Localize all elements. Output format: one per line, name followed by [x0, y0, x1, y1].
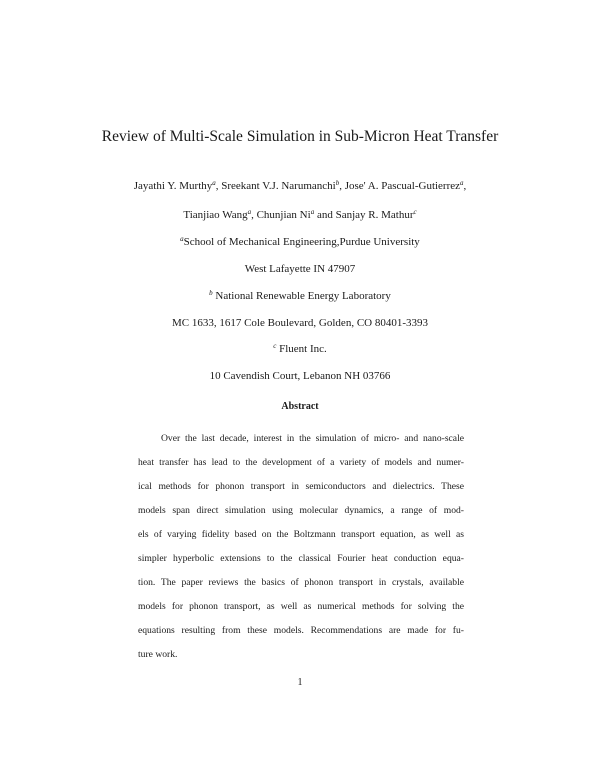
abstract-line: models span direct simulation using molecular dynamics, a range of mod- [138, 505, 464, 516]
author-affiliation-mark: a [247, 208, 252, 216]
abstract-line: Over the last decade, interest in the simulation of micro- and nano-scale [161, 433, 464, 444]
author-line-2 [40, 208, 560, 222]
affiliation-name: School of Mechanical Engineering,Purdue University [183, 236, 420, 248]
author-affiliation-mark: a [212, 179, 216, 187]
author-separator: , [463, 180, 467, 192]
author-line-1 [40, 179, 560, 193]
author-affiliation-mark: a [460, 179, 464, 187]
author-separator: , [215, 180, 219, 192]
abstract-line: els of varying fidelity based on the Boltzmann transport equation, as well as [138, 529, 464, 540]
author-name: Jayathi Y. Murthy [133, 180, 213, 192]
author-separator: , [339, 180, 342, 192]
affiliation-c [40, 342, 560, 356]
affiliation-c-address: 10 Cavendish Court, Lebanon NH 03766 [209, 370, 391, 382]
author-separator: , [251, 209, 254, 221]
abstract-line: equations resulting from these models. Recommendations are made for fu- [138, 625, 464, 636]
affiliation-mark: a [180, 235, 184, 243]
author-affiliation-mark: a [310, 208, 315, 216]
author-name: Chunjian Ni [256, 209, 311, 221]
abstract-heading: Abstract [281, 401, 319, 412]
page-number: 1 [297, 677, 303, 688]
affiliation-a [40, 235, 560, 249]
author-name: Jose' A. Pascual-Gutierrez [344, 180, 461, 192]
affiliation-b-address: MC 1633, 1617 Cole Boulevard, Golden, CO 80401-3393 [171, 317, 429, 329]
affiliation-mark: b [209, 289, 213, 297]
author-affiliation-mark: c [413, 208, 417, 216]
abstract-line: ture work. [138, 649, 178, 660]
author-separator: and [316, 209, 333, 221]
affiliation-a-address: West Lafayette IN 47907 [244, 263, 356, 275]
paper-title: Review of Multi-Scale Simulation in Sub-Micron Heat Transfer [101, 128, 499, 145]
author-name: Sanjay R. Mathur [335, 209, 414, 221]
affiliation-name: Fluent Inc. [279, 343, 327, 355]
affiliation-name: National Renewable Energy Laboratory [215, 290, 391, 302]
abstract-line: heat transfer has lead to the development of a variety of models and numer- [138, 457, 464, 468]
author-name: Sreekant V.J. Narumanchi [221, 180, 336, 192]
affiliation-b [40, 289, 560, 303]
author-name: Tianjiao Wang [183, 209, 248, 221]
abstract-line: models for phonon transport, as well as numerical methods for solving the [138, 601, 464, 612]
abstract-line: tion. The paper reviews the basics of phonon transport in crystals, available [138, 577, 464, 588]
abstract-line: ical methods for phonon transport in semiconductors and dielectrics. These [138, 481, 464, 492]
author-affiliation-mark: b [335, 179, 340, 187]
affiliation-mark: c [273, 342, 277, 350]
abstract-line: simpler hyperbolic extensions to the classical Fourier heat conduction equa- [138, 553, 464, 564]
